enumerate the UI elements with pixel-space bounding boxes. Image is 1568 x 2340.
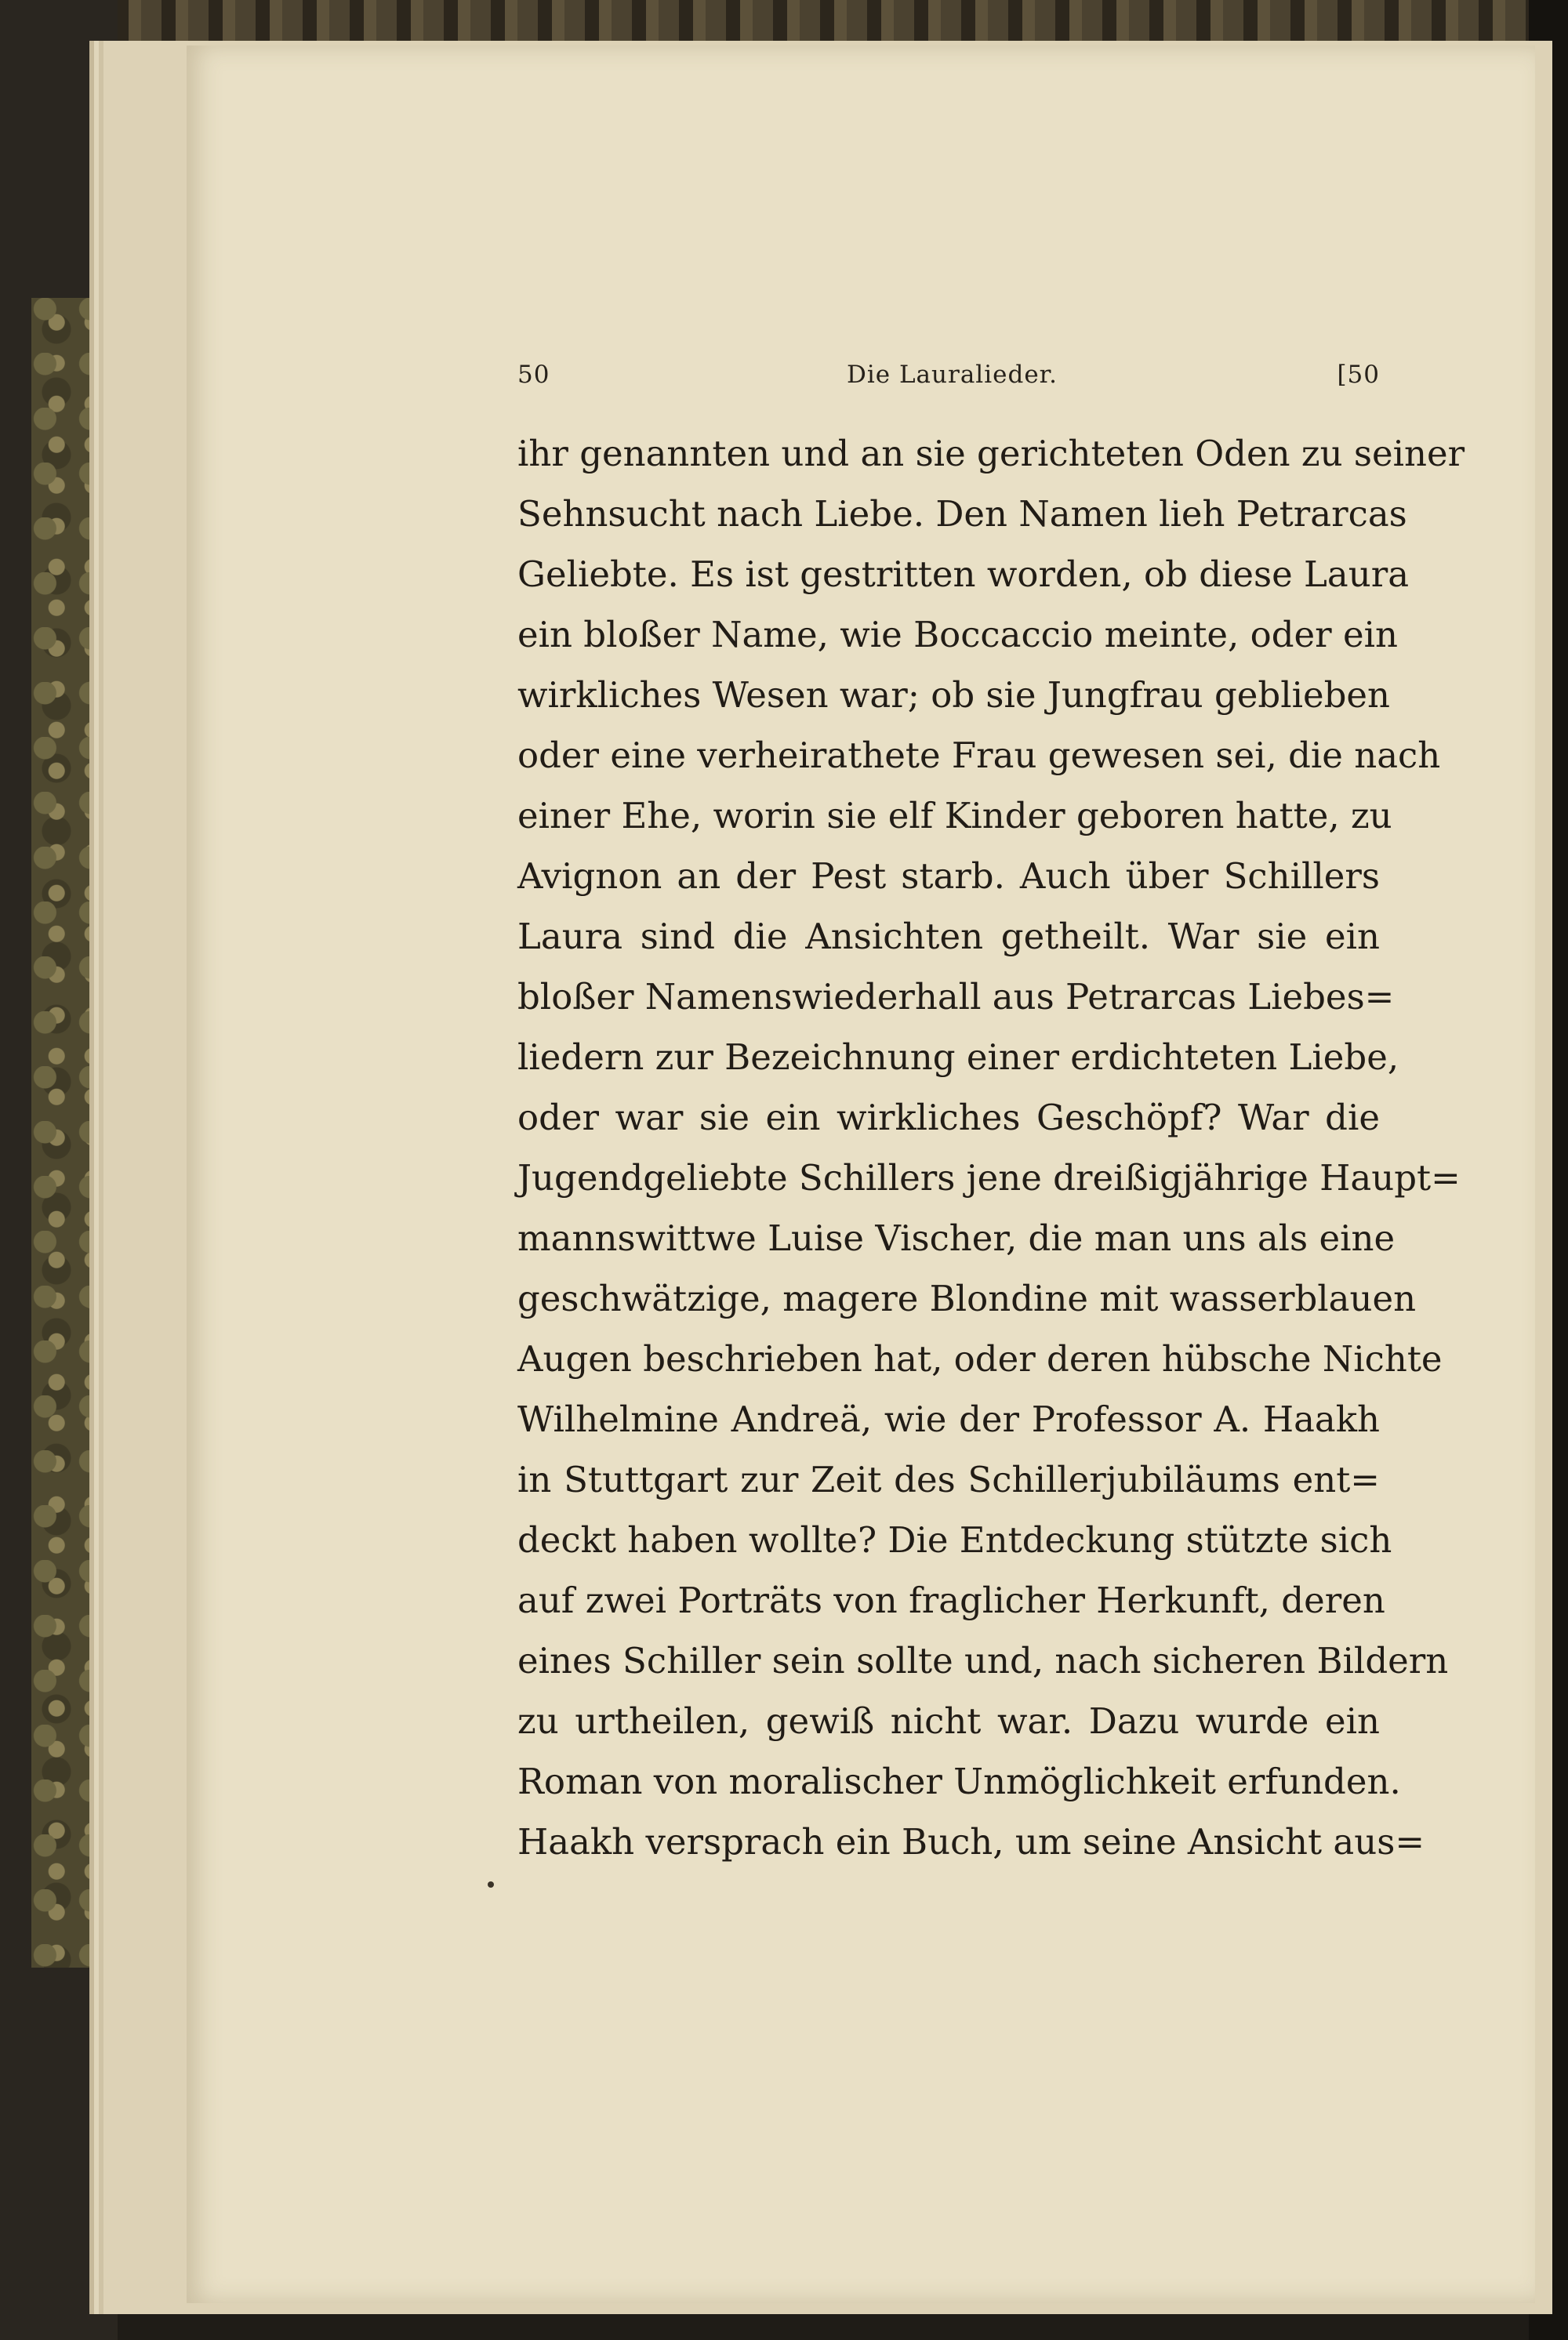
page-header xyxy=(517,361,1380,400)
text-line: Roman von moralischer Unmöglichkeit erfunden. xyxy=(517,1761,1401,1802)
page-number-left: 50 xyxy=(517,361,550,389)
text-line: Jugendgeliebte Schillers jene dreißigjährige Haupt= xyxy=(517,1157,1461,1199)
text-line: Haakh versprach ein Buch, um seine Ansicht aus= xyxy=(517,1821,1425,1863)
text-line: eines Schiller sein sollte und, nach sicheren Bildern xyxy=(517,1640,1449,1682)
book-cover-top-edge xyxy=(0,0,1568,47)
text-line: einer Ehe, worin sie elf Kinder geboren hatte, zu xyxy=(517,795,1392,836)
body-text xyxy=(517,423,1465,1872)
text-line: bloßer Namenswiederhall aus Petrarcas Liebes= xyxy=(517,976,1395,1018)
text-line: Avignon an der Pest starb. Auch über Schillers xyxy=(517,855,1380,897)
text-line: Laura sind die Ansichten getheilt. War sie ein xyxy=(517,916,1380,957)
text-line: ihr genannten und an sie gerichteten Oden zu seiner xyxy=(517,433,1465,474)
text-line: Augen beschrieben hat, oder deren hübsche Nichte xyxy=(517,1338,1443,1380)
text-line: Geliebte. Es ist gestritten worden, ob diese Laura xyxy=(517,553,1410,595)
text-line: wirkliches Wesen war; ob sie Jungfrau geblieben xyxy=(517,674,1391,716)
marbled-edge xyxy=(31,298,96,1968)
running-title: Die Lauralieder. xyxy=(847,361,1058,389)
text-line: auf zwei Porträts von fraglicher Herkunft, deren xyxy=(517,1580,1385,1621)
text-line: geschwätzige, magere Blondine mit wasserblauen xyxy=(517,1278,1417,1319)
text-line: ein bloßer Name, wie Boccaccio meinte, oder ein xyxy=(517,614,1399,655)
text-line: Sehnsucht nach Liebe. Den Namen lieh Petrarcas xyxy=(517,493,1407,535)
text-line: liedern zur Bezeichnung einer erdichteten Liebe, xyxy=(517,1036,1399,1078)
text-line: mannswittwe Luise Vischer, die man uns als eine xyxy=(517,1217,1396,1259)
text-line: deckt haben wollte? Die Entdeckung stützte sich xyxy=(517,1519,1392,1561)
ink-speck xyxy=(488,1881,494,1888)
text-line: oder war sie ein wirkliches Geschöpf? War die xyxy=(517,1097,1380,1138)
text-line: zu urtheilen, gewiß nicht war. Dazu wurde ein xyxy=(517,1700,1380,1742)
text-line: Wilhelmine Andreä, wie der Professor A. Haakh xyxy=(517,1399,1380,1440)
page-number-right: [50 xyxy=(1337,361,1380,389)
text-line: oder eine verheirathete Frau gewesen sei, die nach xyxy=(517,735,1441,776)
book-cover-left xyxy=(0,0,118,2340)
text-line: in Stuttgart zur Zeit des Schillerjubiläums ent= xyxy=(517,1459,1380,1500)
